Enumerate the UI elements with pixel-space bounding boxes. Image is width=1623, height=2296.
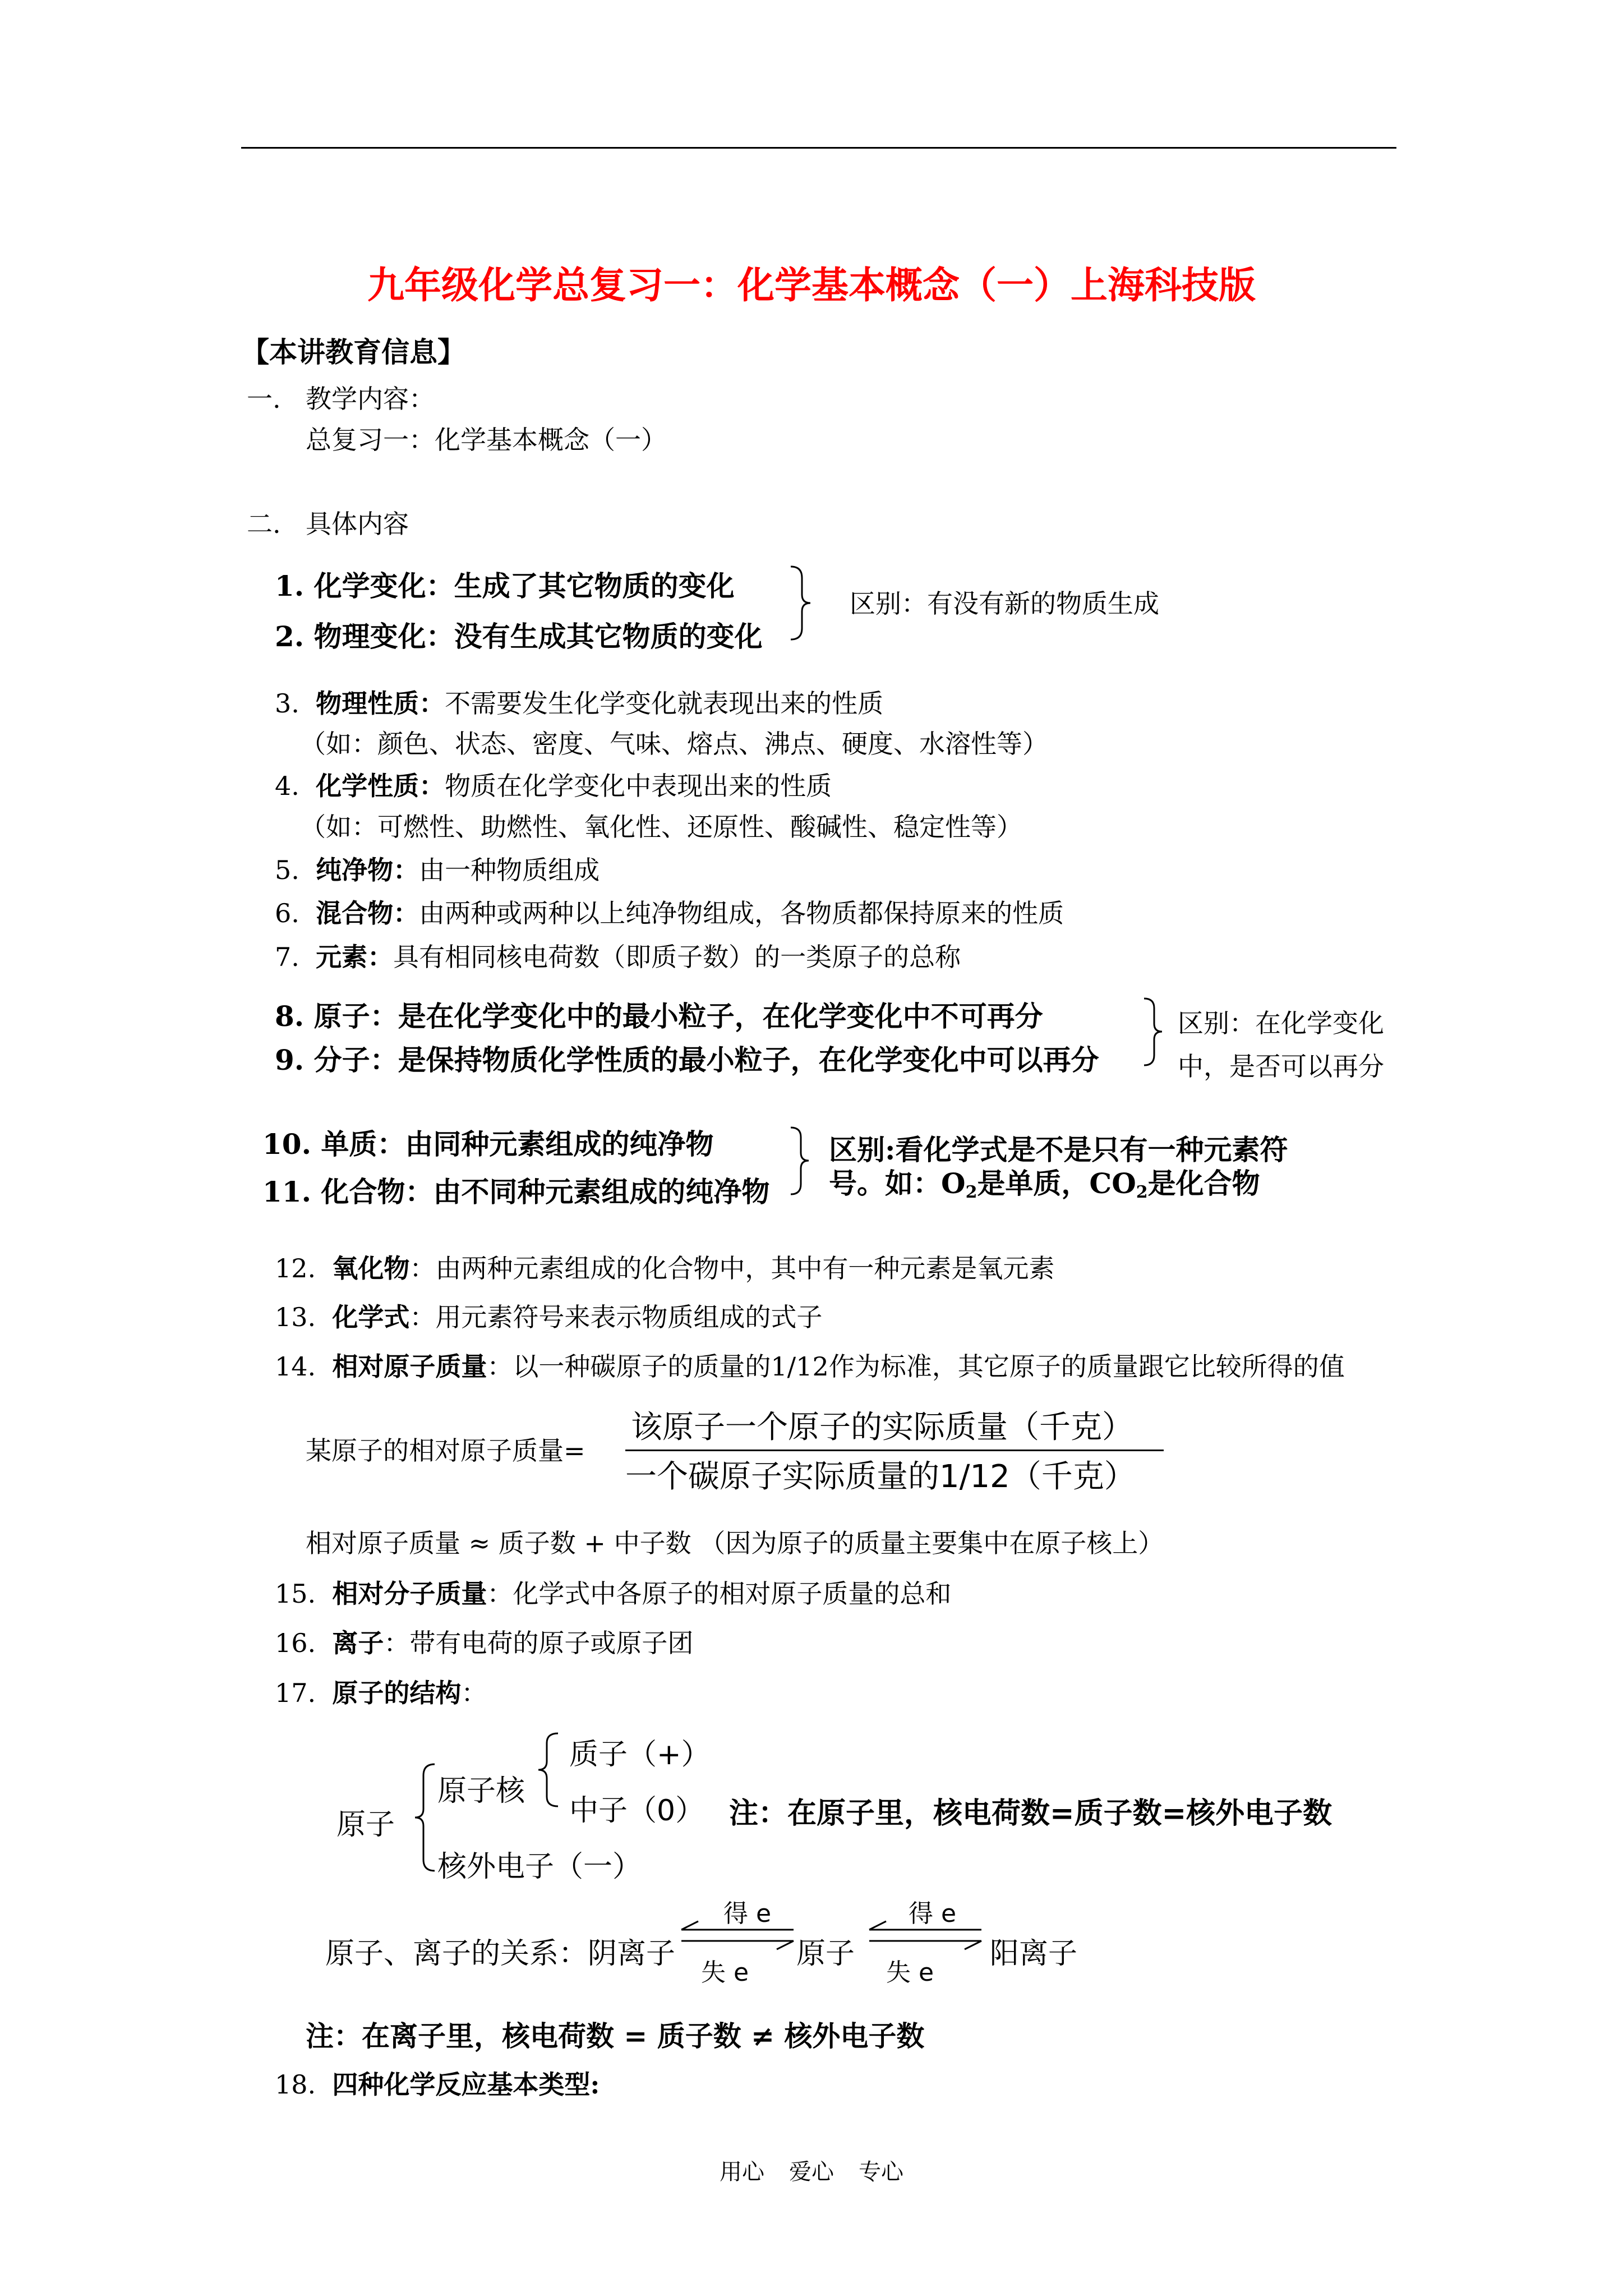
footer-item: 爱心	[789, 2159, 834, 2185]
header-rule	[241, 147, 1396, 149]
structure-atom: 原子	[336, 1808, 395, 1842]
page-title: 九年级化学总复习一：化学基本概念（一）上海科技版	[367, 263, 1256, 307]
relation-lose-2: 失 e	[886, 1958, 934, 1987]
formula-denominator: 一个碳原子实际质量的1/12（千克）	[625, 1458, 1136, 1495]
item-16: 16. 离子：带有电荷的原子或原子团	[275, 1628, 694, 1658]
relation-anion: 阴离子	[588, 1937, 676, 1971]
item-1: 1. 化学变化：生成了其它物质的变化	[275, 569, 735, 602]
difference-1-2: 区别：有没有新的物质生成	[850, 588, 1159, 619]
equilibrium-arrow-icon	[864, 1918, 987, 1952]
footer-item: 专心	[859, 2159, 903, 2185]
page-footer	[0, 2154, 1623, 2186]
part2-label: 二.	[247, 509, 281, 539]
relation-lose-1: 失 e	[701, 1958, 749, 1987]
item-11: 11. 化合物：由不同种元素组成的纯净物	[262, 1175, 770, 1208]
item-12: 12. 氧化物：由两种元素组成的化合物中，其中有一种元素是氧元素	[275, 1253, 1055, 1283]
part1-content: 总复习一：化学基本概念（一）	[306, 425, 667, 455]
relation-cation: 阳离子	[990, 1937, 1078, 1971]
item-3: 3. 物理性质：不需要发生化学变化就表现出来的性质	[275, 688, 884, 719]
item-15: 15. 相对分子质量：化学式中各原子的相对原子质量的总和	[275, 1579, 952, 1609]
ion-note: 注：在离子里，核电荷数 = 质子数 ≠ 核外电子数	[306, 2019, 925, 2053]
brace-icon	[785, 564, 819, 642]
item-10: 10. 单质：由同种元素组成的纯净物	[262, 1128, 714, 1161]
difference-10-11-line1: 区别:看化学式是不是只有一种元素符	[829, 1133, 1288, 1166]
brace-icon	[1138, 996, 1172, 1069]
item-18: 18. 四种化学反应基本类型:	[275, 2069, 600, 2100]
relation-atom: 原子	[796, 1937, 855, 1971]
brace-icon	[412, 1761, 440, 1874]
section-header: 【本讲教育信息】	[241, 335, 465, 369]
part1-label: 一.	[247, 384, 281, 414]
structure-nucleus: 原子核	[437, 1774, 525, 1808]
item-3-note: （如：颜色、状态、密度、气味、熔点、沸点、硬度、水溶性等）	[300, 729, 1048, 759]
item-7: 7. 元素：具有相同核电荷数（即质子数）的一类原子的总称	[275, 942, 961, 972]
relation-gain-2: 得 e	[909, 1899, 957, 1928]
equilibrium-arrow-icon	[676, 1918, 799, 1952]
item-5: 5. 纯净物：由一种物质组成	[275, 855, 600, 885]
brace-icon	[785, 1125, 819, 1198]
fraction-bar	[625, 1450, 1164, 1451]
difference-8-9-line1: 区别：在化学变化	[1178, 1008, 1384, 1038]
relation-gain-1: 得 e	[723, 1899, 772, 1928]
formula-numerator: 该原子一个原子的实际质量（千克）	[631, 1409, 1133, 1446]
formula-left: 某原子的相对原子质量=	[306, 1435, 585, 1466]
part1-heading: 教学内容：	[306, 384, 435, 414]
footer-item: 用心	[720, 2159, 764, 2185]
part2-heading: 具体内容	[306, 509, 409, 539]
item-2: 2. 物理变化：没有生成其它物质的变化	[275, 620, 763, 653]
item-9: 9. 分子：是保持物质化学性质的最小粒子，在化学变化中可以再分	[275, 1043, 1099, 1076]
structure-neutron: 中子（0）	[569, 1794, 705, 1828]
structure-proton: 质子（+）	[569, 1738, 711, 1772]
item-17: 17. 原子的结构：	[275, 1678, 487, 1708]
item-4-note: （如：可燃性、助燃性、氧化性、还原性、酸碱性、稳定性等）	[300, 812, 1022, 842]
item-4: 4. 化学性质：物质在化学变化中表现出来的性质	[275, 771, 832, 801]
difference-10-11-line2: 号。如：$O_2$是单质，$CO_2$是化合物	[829, 1167, 1260, 1202]
relation-label: 原子、离子的关系：阴离子	[325, 1937, 676, 1971]
approx-formula: 相对原子质量 ≈ 质子数 + 中子数 （因为原子的质量主要集中在原子核上）	[306, 1528, 1164, 1558]
item-8: 8. 原子：是在化学变化中的最小粒子，在化学变化中不可再分	[275, 1000, 1043, 1033]
structure-electron: 核外电子（一）	[437, 1850, 642, 1884]
difference-8-9-line2: 中，是否可以再分	[1178, 1051, 1384, 1082]
item-13: 13. 化学式：用元素符号来表示物质组成的式子	[275, 1302, 823, 1332]
item-14: 14. 相对原子质量：以一种碳原子的质量的1/12作为标准，其它原子的质量跟它比较所得的值	[275, 1351, 1345, 1382]
item-6: 6. 混合物：由两种或两种以上纯净物组成，各物质都保持原来的性质	[275, 898, 1064, 928]
brace-icon	[536, 1731, 564, 1809]
structure-note: 注：在原子里，核电荷数=质子数=核外电子数	[729, 1797, 1332, 1830]
